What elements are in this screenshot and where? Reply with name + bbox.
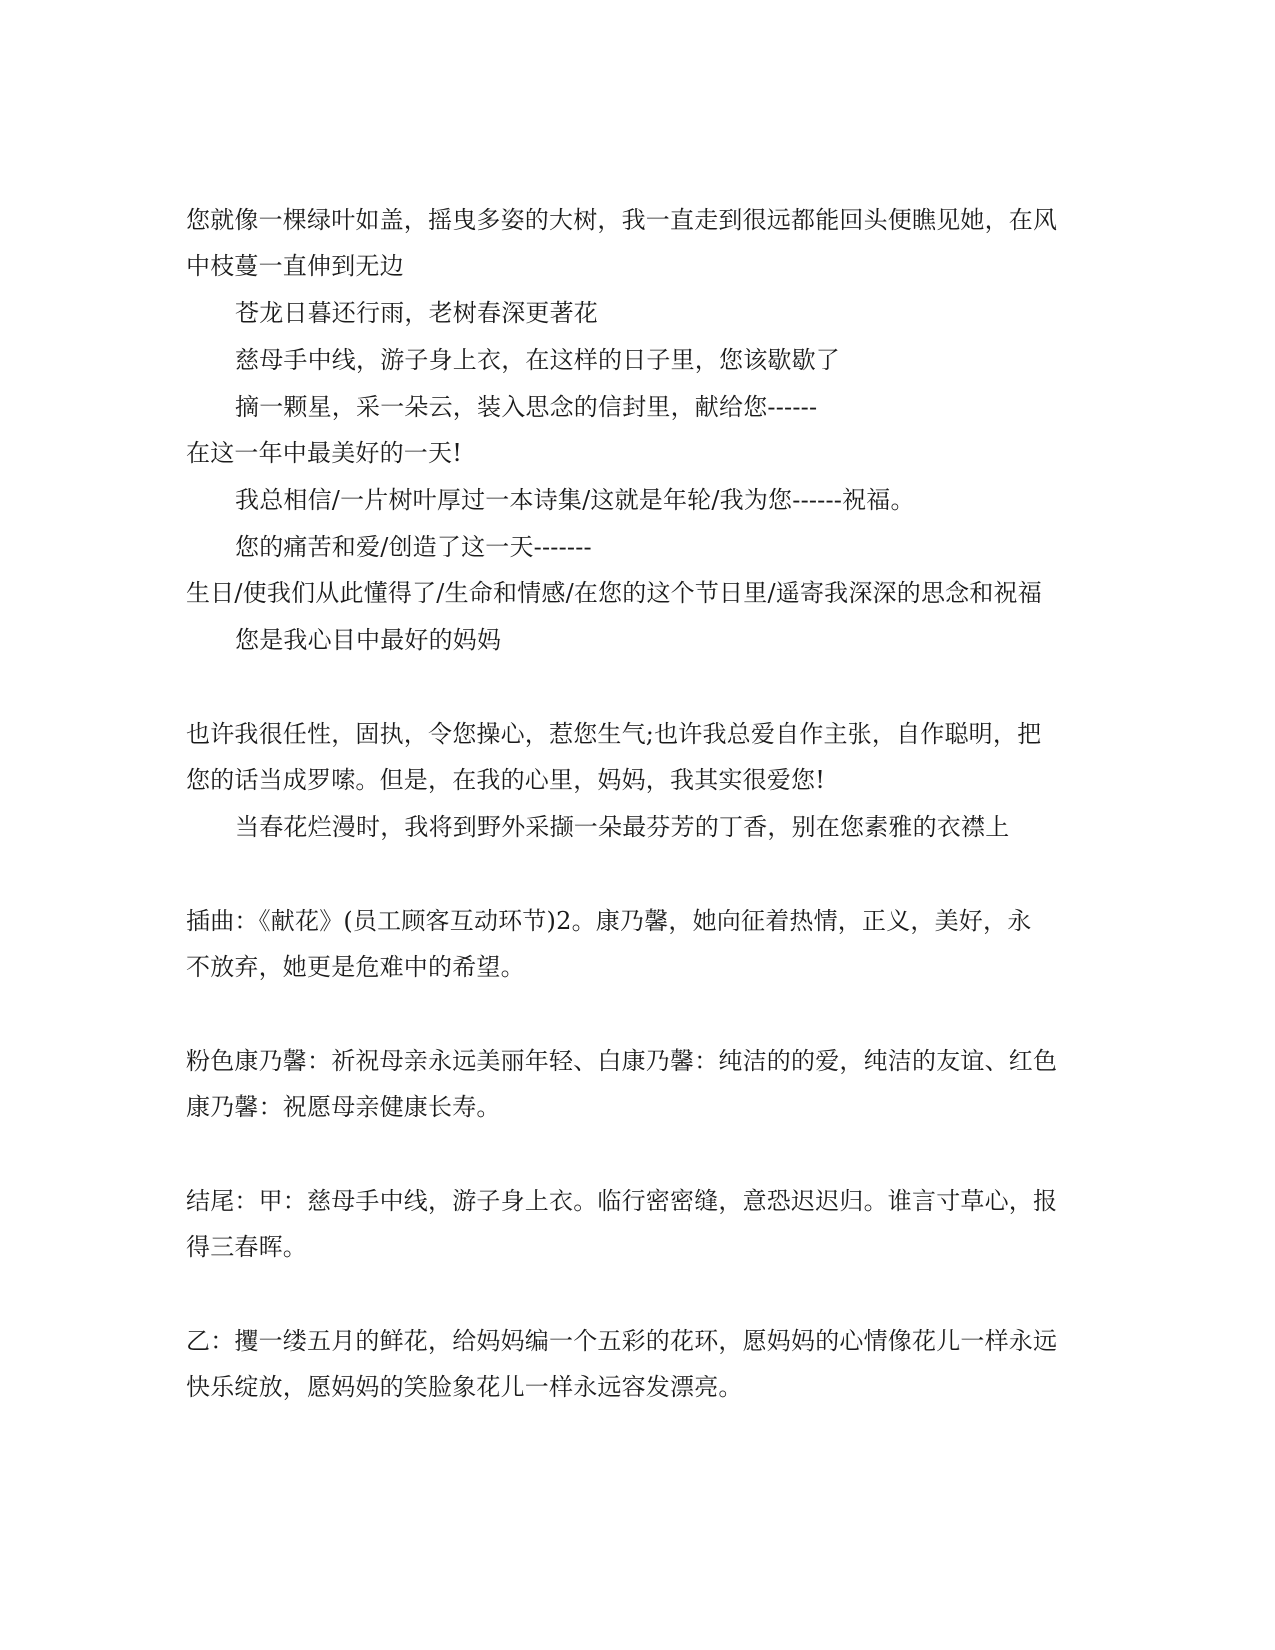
text-line: 乙：攫一缕五月的鲜花，给妈妈编一个五彩的花环，愿妈妈的心情像花儿一样永远 [186,1327,1058,1355]
text-line: 插曲：《献花》(员工顾客互动环节)2。康乃馨，她向征着热情，正义，美好，永 [186,907,1032,935]
text-line: 摘一颗星，采一朵云，装入思念的信封里，献给您------ [235,393,818,421]
text-line: 您是我心目中最好的妈妈 [235,626,502,654]
text-line: 苍龙日暮还行雨，老树春深更著花 [235,299,598,327]
text-line: 也许我很任性，固执，令您操心，惹您生气;也许我总爱自作主张，自作聪明，把 [186,720,1042,748]
text-line: 当春花烂漫时，我将到野外采撷一朵最芬芳的丁香，别在您素雅的衣襟上 [235,813,1010,841]
text-line: 得三春晖。 [186,1233,307,1261]
text-line: 您的痛苦和爱/创造了这一天------- [235,533,592,561]
text-line: 康乃馨：祝愿母亲健康长寿。 [186,1093,501,1121]
text-line: 在这一年中最美好的一天! [186,439,463,467]
text-line: 您就像一棵绿叶如盖，摇曳多姿的大树，我一直走到很远都能回头便瞧见她，在风 [186,206,1058,234]
text-line: 中枝蔓一直伸到无边 [186,252,404,280]
text-line: 我总相信/一片树叶厚过一本诗集/这就是年轮/我为您------祝福。 [235,486,915,514]
text-line: 结尾：甲：慈母手中线，游子身上衣。临行密密缝，意恐迟迟归。谁言寸草心，报 [186,1187,1058,1215]
text-line: 快乐绽放，愿妈妈的笑脸象花儿一样永远容发漂亮。 [186,1373,743,1401]
text-line: 慈母手中线，游子身上衣，在这样的日子里，您该歇歇了 [235,346,840,374]
text-line: 您的话当成罗嗦。但是，在我的心里，妈妈，我其实很爱您! [186,766,826,794]
text-line: 生日/使我们从此懂得了/生命和情感/在您的这个节日里/遥寄我深深的思念和祝福 [186,579,1042,607]
text-line: 粉色康乃馨：祈祝母亲永远美丽年轻、白康乃馨：纯洁的的爱，纯洁的友谊、红色 [186,1047,1058,1075]
text-line: 不放弃，她更是危难中的希望。 [186,953,525,981]
